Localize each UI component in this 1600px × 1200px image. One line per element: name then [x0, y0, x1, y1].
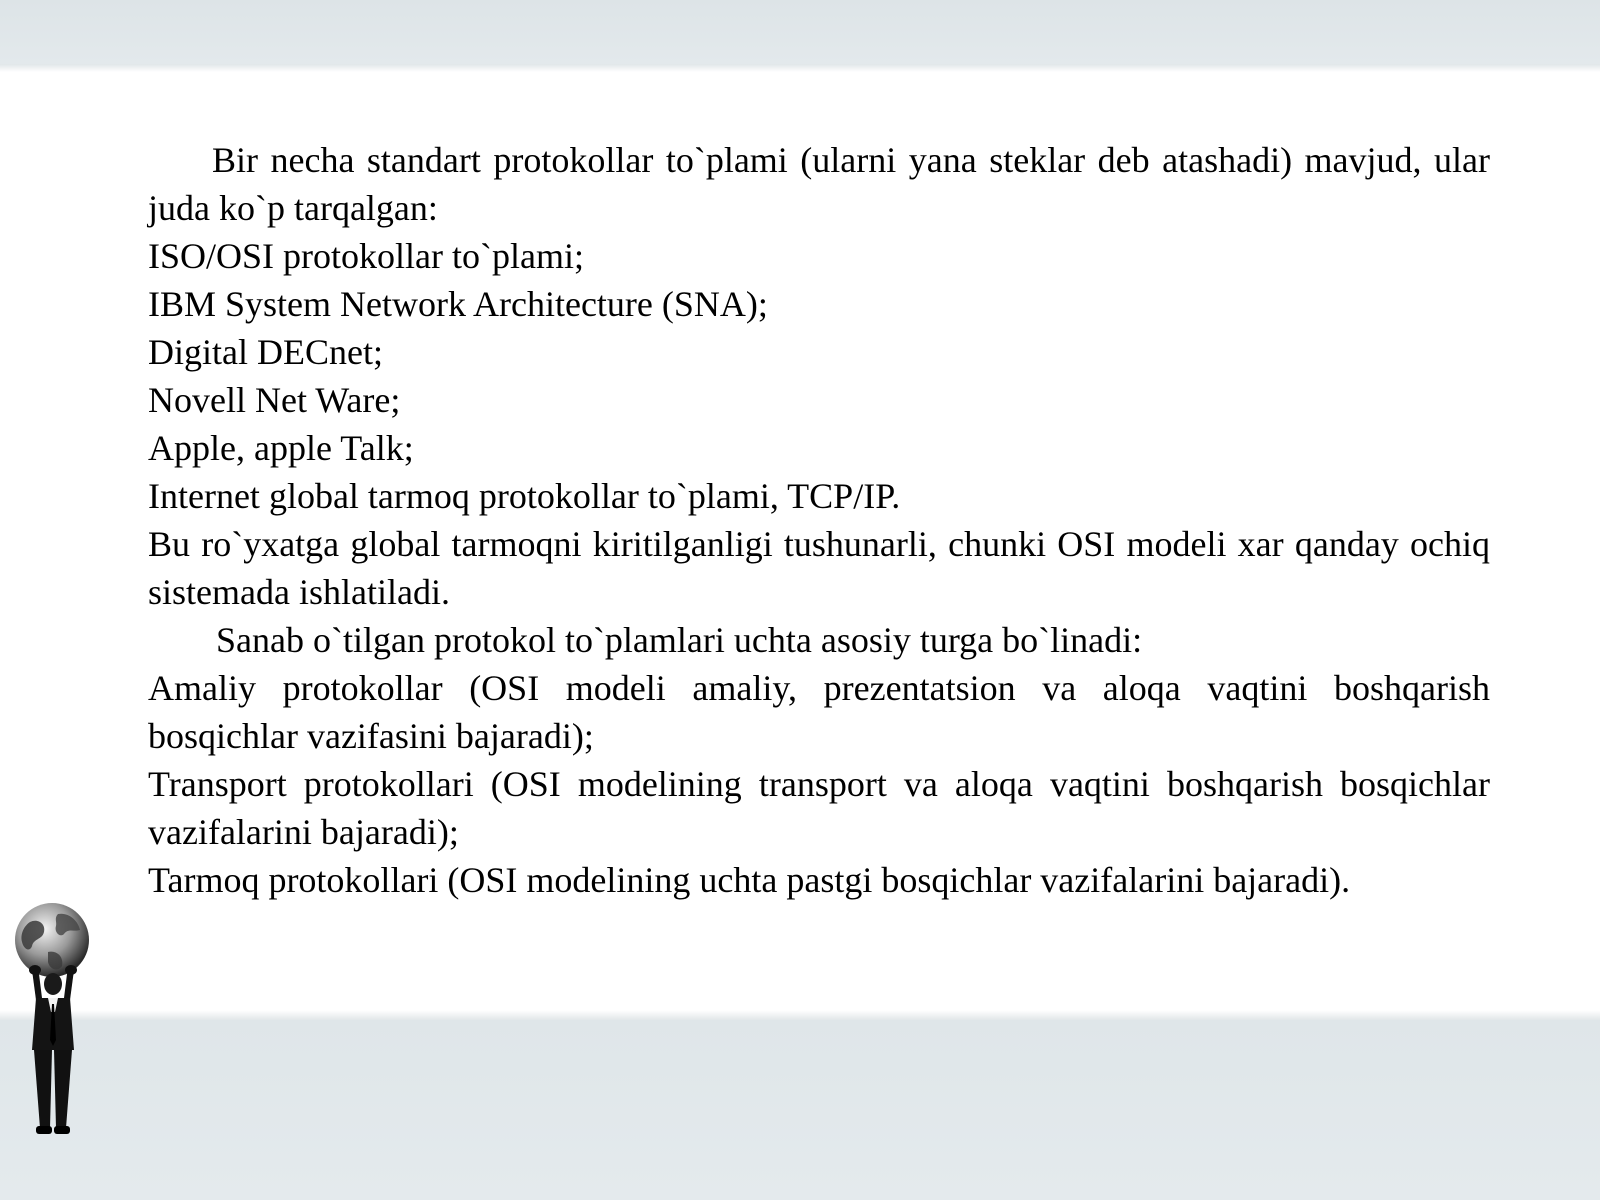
list-item-ibm-sna: IBM System Network Architecture (SNA); — [148, 284, 768, 324]
list-item-appletalk: Apple, apple Talk; — [148, 428, 414, 468]
top-decorative-band — [0, 0, 1600, 64]
category-network-protocols: Tarmoq protokollari (OSI modelining uchta pastgi bosqichlar vazifalarini bajaradi). — [148, 860, 1351, 900]
category-application-protocols: Amaliy protokollar (OSI modeli amaliy, prezentatsion va aloqa vaqtini boshqarish bosqichlar vazifasini bajaradi); — [148, 668, 1490, 756]
slide-body-text — [148, 136, 1490, 904]
category-transport-protocols: Transport protokollari (OSI modelining transport va aloqa vaqtini boshqarish bosqichlar vazifalarini bajaradi); — [148, 764, 1490, 852]
categories-intro-paragraph: Sanab o`tilgan protokol to`plamlari uchta asosiy turga bo`linadi: — [216, 620, 1143, 660]
explanation-paragraph: Bu ro`yxatga global tarmoqni kiritilganligi tushunarli, chunki OSI modeli xar qanday ochiq sistemada ishlatiladi. — [148, 524, 1490, 612]
intro-paragraph: Bir necha standart protokollar to`plami (ularni yana steklar deb atashadi) mavjud, ular juda ko`p tarqalgan: — [148, 140, 1490, 228]
bottom-decorative-band — [0, 1020, 1600, 1200]
list-item-netware: Novell Net Ware; — [148, 380, 401, 420]
list-item-tcp-ip: Internet global tarmoq protokollar to`plami, TCP/IP. — [148, 476, 901, 516]
list-item-decnet: Digital DECnet; — [148, 332, 383, 372]
list-item-iso-osi: ISO/OSI protokollar to`plami; — [148, 236, 584, 276]
man-holding-globe-icon — [8, 900, 104, 1150]
